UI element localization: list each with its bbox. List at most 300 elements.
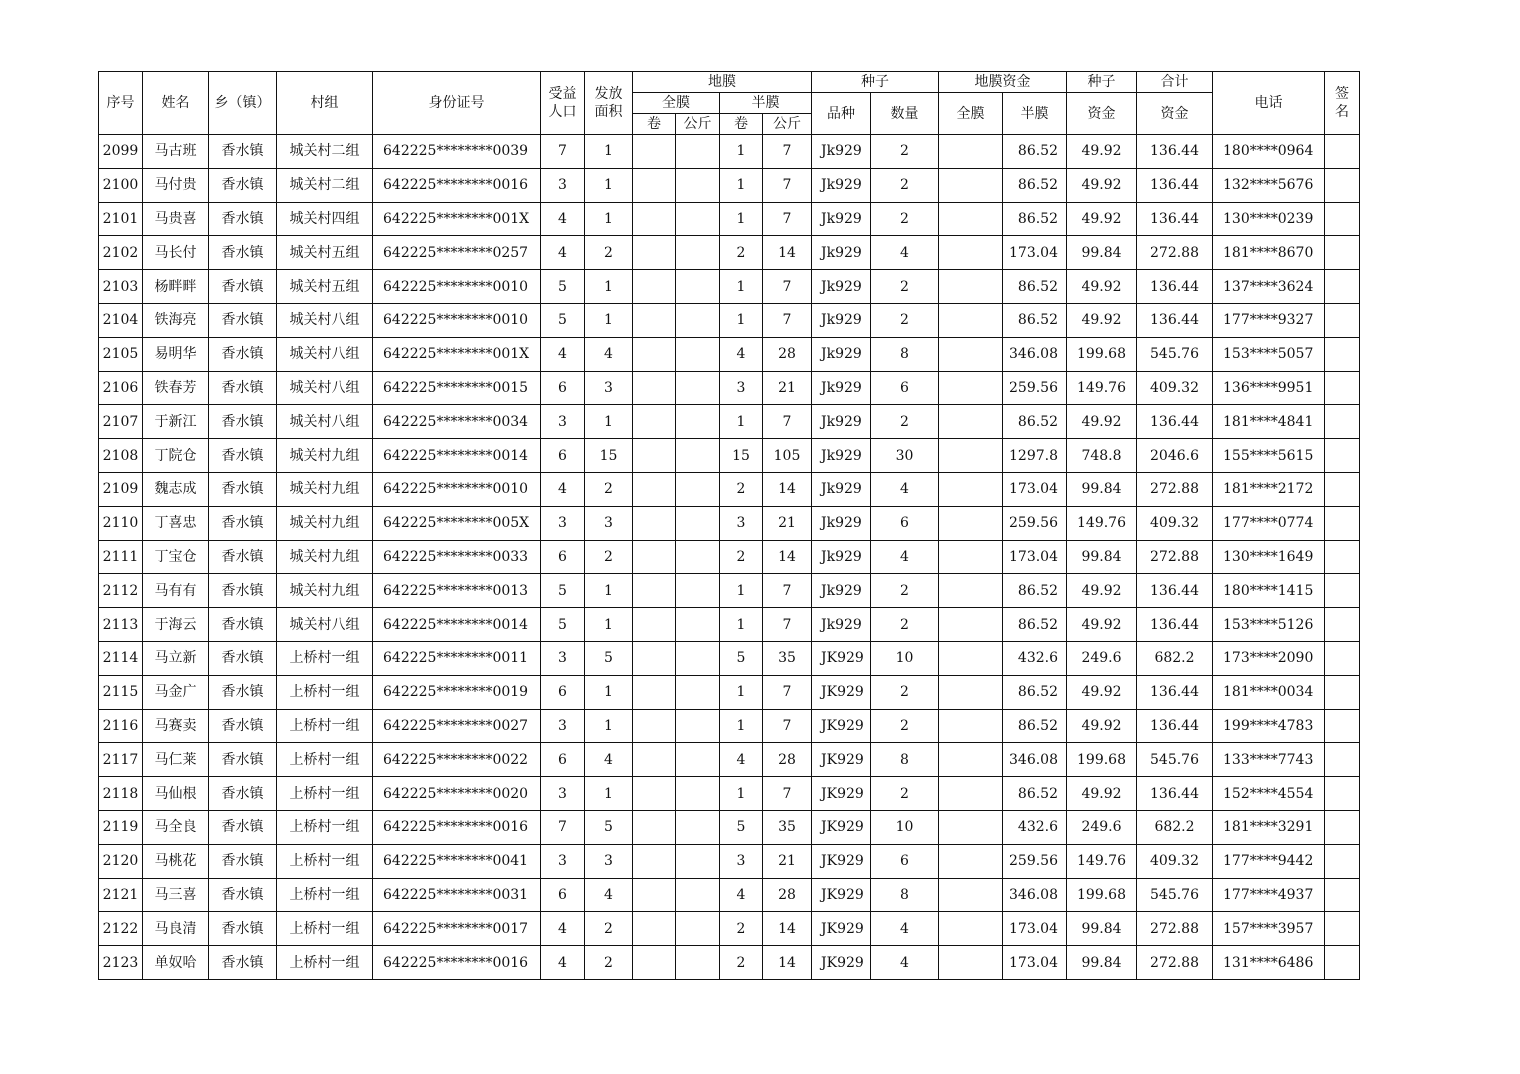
cell-id-no: 642225********0031 xyxy=(373,878,541,912)
cell-full-film-kg xyxy=(676,371,720,405)
cell-village: 上桥村一组 xyxy=(277,743,373,777)
cell-id-no: 642225********0033 xyxy=(373,540,541,574)
distribution-table xyxy=(98,71,1360,980)
cell-total-fund: 272.88 xyxy=(1137,540,1213,574)
cell-full-film-fund xyxy=(939,337,1003,371)
cell-half-film-roll: 1 xyxy=(720,675,763,709)
table-row xyxy=(99,675,1360,709)
header-variety: 品种 xyxy=(812,93,871,135)
cell-seed-variety: JK929 xyxy=(812,912,871,946)
cell-id-no: 642225********0013 xyxy=(373,574,541,608)
cell-full-film-kg xyxy=(676,236,720,270)
cell-half-film-roll: 2 xyxy=(720,472,763,506)
cell-area: 5 xyxy=(585,810,633,844)
cell-seed-variety: JK929 xyxy=(812,675,871,709)
cell-id-no: 642225********0016 xyxy=(373,946,541,980)
cell-phone: 181****4841 xyxy=(1213,405,1325,439)
cell-phone: 177****0774 xyxy=(1213,506,1325,540)
cell-half-film-fund: 86.52 xyxy=(1003,608,1067,642)
cell-total-fund: 136.44 xyxy=(1137,135,1213,169)
cell-seed-fund: 49.92 xyxy=(1067,675,1137,709)
cell-phone: 153****5126 xyxy=(1213,608,1325,642)
cell-seed-variety: Jk929 xyxy=(812,135,871,169)
cell-id-no: 642225********0019 xyxy=(373,675,541,709)
cell-full-film-kg xyxy=(676,405,720,439)
cell-phone: 130****1649 xyxy=(1213,540,1325,574)
header-seed-fund-line2: 资金 xyxy=(1067,93,1137,135)
cell-full-film-fund xyxy=(939,236,1003,270)
cell-full-film-roll xyxy=(633,608,676,642)
cell-beneficiaries: 7 xyxy=(541,810,585,844)
cell-seed-quantity: 4 xyxy=(871,472,939,506)
cell-village: 城关村九组 xyxy=(277,574,373,608)
cell-full-film-kg xyxy=(676,506,720,540)
cell-village: 上桥村一组 xyxy=(277,844,373,878)
cell-half-film-fund: 86.52 xyxy=(1003,405,1067,439)
cell-seed-quantity: 2 xyxy=(871,405,939,439)
cell-name: 丁喜忠 xyxy=(143,506,209,540)
cell-area: 5 xyxy=(585,641,633,675)
cell-seed-fund: 149.76 xyxy=(1067,371,1137,405)
cell-full-film-fund xyxy=(939,303,1003,337)
cell-seq: 2109 xyxy=(99,472,143,506)
cell-seed-variety: Jk929 xyxy=(812,540,871,574)
cell-seed-variety: JK929 xyxy=(812,946,871,980)
cell-village: 城关村九组 xyxy=(277,472,373,506)
header-beneficiaries-line2: 人口 xyxy=(548,104,577,120)
cell-half-film-fund: 86.52 xyxy=(1003,303,1067,337)
cell-village: 城关村四组 xyxy=(277,202,373,236)
cell-name: 杨畔畔 xyxy=(143,270,209,304)
cell-seed-variety: Jk929 xyxy=(812,472,871,506)
cell-half-film-roll: 1 xyxy=(720,303,763,337)
cell-beneficiaries: 6 xyxy=(541,878,585,912)
header-seed-fund-line1: 种子 xyxy=(1067,72,1137,93)
cell-full-film-roll xyxy=(633,371,676,405)
cell-beneficiaries: 4 xyxy=(541,472,585,506)
cell-half-film-fund: 346.08 xyxy=(1003,743,1067,777)
cell-name: 于新江 xyxy=(143,405,209,439)
cell-phone: 137****3624 xyxy=(1213,270,1325,304)
cell-seed-variety: Jk929 xyxy=(812,236,871,270)
cell-phone: 181****3291 xyxy=(1213,810,1325,844)
cell-half-film-kg: 21 xyxy=(763,506,812,540)
cell-area: 2 xyxy=(585,236,633,270)
cell-half-film-kg: 28 xyxy=(763,337,812,371)
cell-area: 4 xyxy=(585,743,633,777)
cell-phone: 177****9442 xyxy=(1213,844,1325,878)
cell-total-fund: 272.88 xyxy=(1137,236,1213,270)
cell-seed-fund: 249.6 xyxy=(1067,641,1137,675)
cell-beneficiaries: 5 xyxy=(541,608,585,642)
cell-seed-variety: JK929 xyxy=(812,641,871,675)
cell-full-film-roll xyxy=(633,844,676,878)
cell-seed-variety: Jk929 xyxy=(812,303,871,337)
cell-seed-fund: 149.76 xyxy=(1067,844,1137,878)
cell-half-film-kg: 7 xyxy=(763,405,812,439)
cell-full-film-fund xyxy=(939,675,1003,709)
cell-full-film-kg xyxy=(676,878,720,912)
cell-signature xyxy=(1325,337,1360,371)
cell-seed-quantity: 8 xyxy=(871,337,939,371)
cell-village: 城关村八组 xyxy=(277,303,373,337)
table-row xyxy=(99,405,1360,439)
cell-total-fund: 272.88 xyxy=(1137,946,1213,980)
cell-seed-fund: 49.92 xyxy=(1067,270,1137,304)
header-half-kg: 公斤 xyxy=(763,114,812,135)
cell-seed-quantity: 2 xyxy=(871,777,939,811)
header-village: 村组 xyxy=(277,72,373,135)
cell-half-film-fund: 346.08 xyxy=(1003,337,1067,371)
cell-total-fund: 545.76 xyxy=(1137,337,1213,371)
cell-town: 香水镇 xyxy=(209,675,277,709)
cell-name: 马桃花 xyxy=(143,844,209,878)
cell-village: 城关村八组 xyxy=(277,337,373,371)
cell-full-film-fund xyxy=(939,439,1003,473)
cell-village: 城关村九组 xyxy=(277,540,373,574)
cell-seed-quantity: 2 xyxy=(871,303,939,337)
cell-id-no: 642225********0016 xyxy=(373,168,541,202)
cell-seed-fund: 49.92 xyxy=(1067,709,1137,743)
cell-full-film-kg xyxy=(676,743,720,777)
cell-area: 1 xyxy=(585,168,633,202)
cell-half-film-kg: 7 xyxy=(763,135,812,169)
cell-seed-quantity: 4 xyxy=(871,540,939,574)
cell-full-film-roll xyxy=(633,506,676,540)
cell-name: 马立新 xyxy=(143,641,209,675)
cell-half-film-kg: 21 xyxy=(763,844,812,878)
cell-total-fund: 545.76 xyxy=(1137,878,1213,912)
cell-total-fund: 136.44 xyxy=(1137,405,1213,439)
cell-seed-variety: Jk929 xyxy=(812,371,871,405)
cell-seed-variety: JK929 xyxy=(812,709,871,743)
cell-half-film-roll: 2 xyxy=(720,946,763,980)
cell-town: 香水镇 xyxy=(209,371,277,405)
cell-beneficiaries: 5 xyxy=(541,270,585,304)
cell-seq: 2117 xyxy=(99,743,143,777)
cell-half-film-kg: 7 xyxy=(763,202,812,236)
cell-half-film-kg: 35 xyxy=(763,641,812,675)
cell-full-film-roll xyxy=(633,168,676,202)
cell-id-no: 642225********0010 xyxy=(373,303,541,337)
cell-seed-variety: JK929 xyxy=(812,810,871,844)
cell-town: 香水镇 xyxy=(209,878,277,912)
cell-id-no: 642225********001X xyxy=(373,337,541,371)
cell-seed-quantity: 2 xyxy=(871,135,939,169)
cell-seed-fund: 49.92 xyxy=(1067,303,1137,337)
cell-full-film-kg xyxy=(676,777,720,811)
cell-signature xyxy=(1325,506,1360,540)
cell-signature xyxy=(1325,236,1360,270)
cell-half-film-kg: 28 xyxy=(763,743,812,777)
cell-area: 3 xyxy=(585,371,633,405)
cell-beneficiaries: 5 xyxy=(541,574,585,608)
cell-seed-fund: 49.92 xyxy=(1067,202,1137,236)
cell-id-no: 642225********0014 xyxy=(373,439,541,473)
cell-full-film-roll xyxy=(633,743,676,777)
cell-signature xyxy=(1325,641,1360,675)
cell-name: 铁春芳 xyxy=(143,371,209,405)
cell-seq: 2099 xyxy=(99,135,143,169)
cell-seed-quantity: 2 xyxy=(871,168,939,202)
table-row xyxy=(99,168,1360,202)
table-row xyxy=(99,641,1360,675)
cell-seed-quantity: 8 xyxy=(871,743,939,777)
cell-full-film-fund xyxy=(939,777,1003,811)
cell-name: 于海云 xyxy=(143,608,209,642)
cell-phone: 153****5057 xyxy=(1213,337,1325,371)
cell-village: 上桥村一组 xyxy=(277,912,373,946)
cell-total-fund: 682.2 xyxy=(1137,641,1213,675)
cell-full-film-kg xyxy=(676,135,720,169)
table-row xyxy=(99,303,1360,337)
cell-full-film-roll xyxy=(633,574,676,608)
cell-half-film-roll: 1 xyxy=(720,608,763,642)
cell-seed-fund: 199.68 xyxy=(1067,337,1137,371)
cell-total-fund: 2046.6 xyxy=(1137,439,1213,473)
cell-phone: 130****0239 xyxy=(1213,202,1325,236)
cell-half-film-roll: 5 xyxy=(720,810,763,844)
cell-signature xyxy=(1325,472,1360,506)
cell-full-film-roll xyxy=(633,878,676,912)
cell-village: 城关村八组 xyxy=(277,371,373,405)
cell-total-fund: 136.44 xyxy=(1137,608,1213,642)
cell-signature xyxy=(1325,878,1360,912)
cell-half-film-fund: 259.56 xyxy=(1003,371,1067,405)
cell-full-film-fund xyxy=(939,946,1003,980)
cell-beneficiaries: 3 xyxy=(541,168,585,202)
cell-seed-quantity: 10 xyxy=(871,641,939,675)
cell-seed-fund: 199.68 xyxy=(1067,878,1137,912)
header-total-line1: 合计 xyxy=(1137,72,1213,93)
cell-town: 香水镇 xyxy=(209,236,277,270)
cell-village: 上桥村一组 xyxy=(277,810,373,844)
cell-full-film-roll xyxy=(633,439,676,473)
cell-name: 马仁莱 xyxy=(143,743,209,777)
cell-town: 香水镇 xyxy=(209,439,277,473)
cell-full-film-fund xyxy=(939,168,1003,202)
cell-village: 城关村九组 xyxy=(277,439,373,473)
cell-half-film-kg: 7 xyxy=(763,675,812,709)
cell-total-fund: 409.32 xyxy=(1137,506,1213,540)
cell-town: 香水镇 xyxy=(209,574,277,608)
cell-half-film-fund: 86.52 xyxy=(1003,202,1067,236)
table-row xyxy=(99,439,1360,473)
cell-full-film-roll xyxy=(633,777,676,811)
cell-half-film-roll: 1 xyxy=(720,405,763,439)
header-area-line1: 发放 xyxy=(594,86,623,102)
cell-name: 马金广 xyxy=(143,675,209,709)
cell-full-film-fund xyxy=(939,135,1003,169)
cell-seq: 2100 xyxy=(99,168,143,202)
cell-full-film-fund xyxy=(939,878,1003,912)
cell-name: 马古班 xyxy=(143,135,209,169)
header-sign-line1: 签 xyxy=(1335,86,1349,102)
cell-name: 易明华 xyxy=(143,337,209,371)
cell-signature xyxy=(1325,202,1360,236)
cell-seed-variety: Jk929 xyxy=(812,202,871,236)
cell-beneficiaries: 3 xyxy=(541,506,585,540)
cell-full-film-kg xyxy=(676,303,720,337)
header-full-film-fund: 全膜 xyxy=(939,93,1003,135)
cell-town: 香水镇 xyxy=(209,946,277,980)
cell-seed-quantity: 4 xyxy=(871,946,939,980)
cell-signature xyxy=(1325,439,1360,473)
cell-seq: 2121 xyxy=(99,878,143,912)
cell-beneficiaries: 6 xyxy=(541,743,585,777)
cell-half-film-kg: 28 xyxy=(763,878,812,912)
cell-phone: 173****2090 xyxy=(1213,641,1325,675)
cell-phone: 136****9951 xyxy=(1213,371,1325,405)
cell-name: 马有有 xyxy=(143,574,209,608)
cell-village: 上桥村一组 xyxy=(277,946,373,980)
cell-beneficiaries: 4 xyxy=(541,202,585,236)
cell-seq: 2102 xyxy=(99,236,143,270)
cell-name: 马仙根 xyxy=(143,777,209,811)
header-film: 地膜 xyxy=(633,72,812,93)
cell-area: 3 xyxy=(585,844,633,878)
header-seq: 序号 xyxy=(99,72,143,135)
cell-half-film-roll: 4 xyxy=(720,878,763,912)
cell-full-film-fund xyxy=(939,608,1003,642)
header-area xyxy=(585,72,633,135)
cell-seq: 2119 xyxy=(99,810,143,844)
cell-beneficiaries: 3 xyxy=(541,709,585,743)
cell-village: 上桥村一组 xyxy=(277,641,373,675)
cell-town: 香水镇 xyxy=(209,405,277,439)
cell-seq: 2112 xyxy=(99,574,143,608)
cell-name: 单奴哈 xyxy=(143,946,209,980)
cell-town: 香水镇 xyxy=(209,540,277,574)
table-row xyxy=(99,202,1360,236)
cell-village: 城关村二组 xyxy=(277,135,373,169)
cell-seed-fund: 99.84 xyxy=(1067,912,1137,946)
cell-full-film-roll xyxy=(633,236,676,270)
cell-id-no: 642225********0015 xyxy=(373,371,541,405)
cell-half-film-fund: 173.04 xyxy=(1003,236,1067,270)
cell-village: 城关村五组 xyxy=(277,236,373,270)
cell-full-film-roll xyxy=(633,202,676,236)
table-row xyxy=(99,540,1360,574)
table-row xyxy=(99,337,1360,371)
cell-id-no: 642225********0010 xyxy=(373,472,541,506)
cell-town: 香水镇 xyxy=(209,810,277,844)
cell-id-no: 642225********0039 xyxy=(373,135,541,169)
cell-half-film-roll: 4 xyxy=(720,337,763,371)
cell-name: 铁海亮 xyxy=(143,303,209,337)
cell-half-film-fund: 432.6 xyxy=(1003,641,1067,675)
cell-seed-variety: JK929 xyxy=(812,743,871,777)
cell-phone: 152****4554 xyxy=(1213,777,1325,811)
cell-village: 城关村九组 xyxy=(277,506,373,540)
cell-full-film-fund xyxy=(939,743,1003,777)
cell-seed-quantity: 2 xyxy=(871,608,939,642)
header-id-no: 身份证号 xyxy=(373,72,541,135)
cell-seq: 2123 xyxy=(99,946,143,980)
cell-village: 上桥村一组 xyxy=(277,777,373,811)
cell-area: 15 xyxy=(585,439,633,473)
cell-signature xyxy=(1325,743,1360,777)
cell-area: 1 xyxy=(585,270,633,304)
cell-signature xyxy=(1325,608,1360,642)
cell-town: 香水镇 xyxy=(209,844,277,878)
cell-seed-quantity: 2 xyxy=(871,675,939,709)
cell-seed-quantity: 2 xyxy=(871,574,939,608)
cell-beneficiaries: 4 xyxy=(541,912,585,946)
cell-seq: 2108 xyxy=(99,439,143,473)
cell-town: 香水镇 xyxy=(209,202,277,236)
cell-seed-fund: 49.92 xyxy=(1067,777,1137,811)
cell-seq: 2107 xyxy=(99,405,143,439)
cell-seed-fund: 49.92 xyxy=(1067,608,1137,642)
cell-town: 香水镇 xyxy=(209,608,277,642)
cell-signature xyxy=(1325,168,1360,202)
cell-full-film-roll xyxy=(633,472,676,506)
cell-village: 城关村五组 xyxy=(277,270,373,304)
cell-town: 香水镇 xyxy=(209,337,277,371)
cell-total-fund: 409.32 xyxy=(1137,844,1213,878)
cell-beneficiaries: 7 xyxy=(541,135,585,169)
table-header xyxy=(99,72,1360,135)
cell-full-film-fund xyxy=(939,844,1003,878)
cell-full-film-kg xyxy=(676,810,720,844)
cell-half-film-fund: 86.52 xyxy=(1003,709,1067,743)
cell-half-film-fund: 86.52 xyxy=(1003,777,1067,811)
cell-full-film-fund xyxy=(939,472,1003,506)
cell-half-film-kg: 14 xyxy=(763,472,812,506)
cell-half-film-fund: 173.04 xyxy=(1003,946,1067,980)
cell-half-film-kg: 7 xyxy=(763,709,812,743)
cell-seq: 2116 xyxy=(99,709,143,743)
cell-town: 香水镇 xyxy=(209,912,277,946)
cell-total-fund: 272.88 xyxy=(1137,472,1213,506)
cell-total-fund: 136.44 xyxy=(1137,709,1213,743)
cell-id-no: 642225********0017 xyxy=(373,912,541,946)
cell-full-film-roll xyxy=(633,405,676,439)
cell-village: 上桥村一组 xyxy=(277,709,373,743)
cell-village: 城关村二组 xyxy=(277,168,373,202)
cell-seed-fund: 99.84 xyxy=(1067,472,1137,506)
cell-seed-quantity: 6 xyxy=(871,371,939,405)
cell-half-film-roll: 1 xyxy=(720,574,763,608)
cell-half-film-roll: 3 xyxy=(720,371,763,405)
cell-full-film-kg xyxy=(676,912,720,946)
cell-id-no: 642225********0041 xyxy=(373,844,541,878)
cell-seed-quantity: 6 xyxy=(871,844,939,878)
cell-area: 1 xyxy=(585,777,633,811)
cell-seed-variety: Jk929 xyxy=(812,168,871,202)
cell-signature xyxy=(1325,946,1360,980)
cell-seed-fund: 99.84 xyxy=(1067,946,1137,980)
cell-full-film-fund xyxy=(939,709,1003,743)
cell-full-film-roll xyxy=(633,303,676,337)
cell-half-film-roll: 2 xyxy=(720,540,763,574)
cell-signature xyxy=(1325,844,1360,878)
cell-id-no: 642225********005X xyxy=(373,506,541,540)
cell-full-film-fund xyxy=(939,202,1003,236)
header-beneficiaries-line1: 受益 xyxy=(548,86,577,102)
cell-full-film-fund xyxy=(939,270,1003,304)
cell-half-film-kg: 14 xyxy=(763,946,812,980)
cell-area: 4 xyxy=(585,337,633,371)
cell-half-film-roll: 1 xyxy=(720,709,763,743)
cell-id-no: 642225********0027 xyxy=(373,709,541,743)
cell-beneficiaries: 3 xyxy=(541,405,585,439)
cell-seq: 2104 xyxy=(99,303,143,337)
cell-id-no: 642225********0016 xyxy=(373,810,541,844)
cell-signature xyxy=(1325,270,1360,304)
cell-area: 1 xyxy=(585,405,633,439)
